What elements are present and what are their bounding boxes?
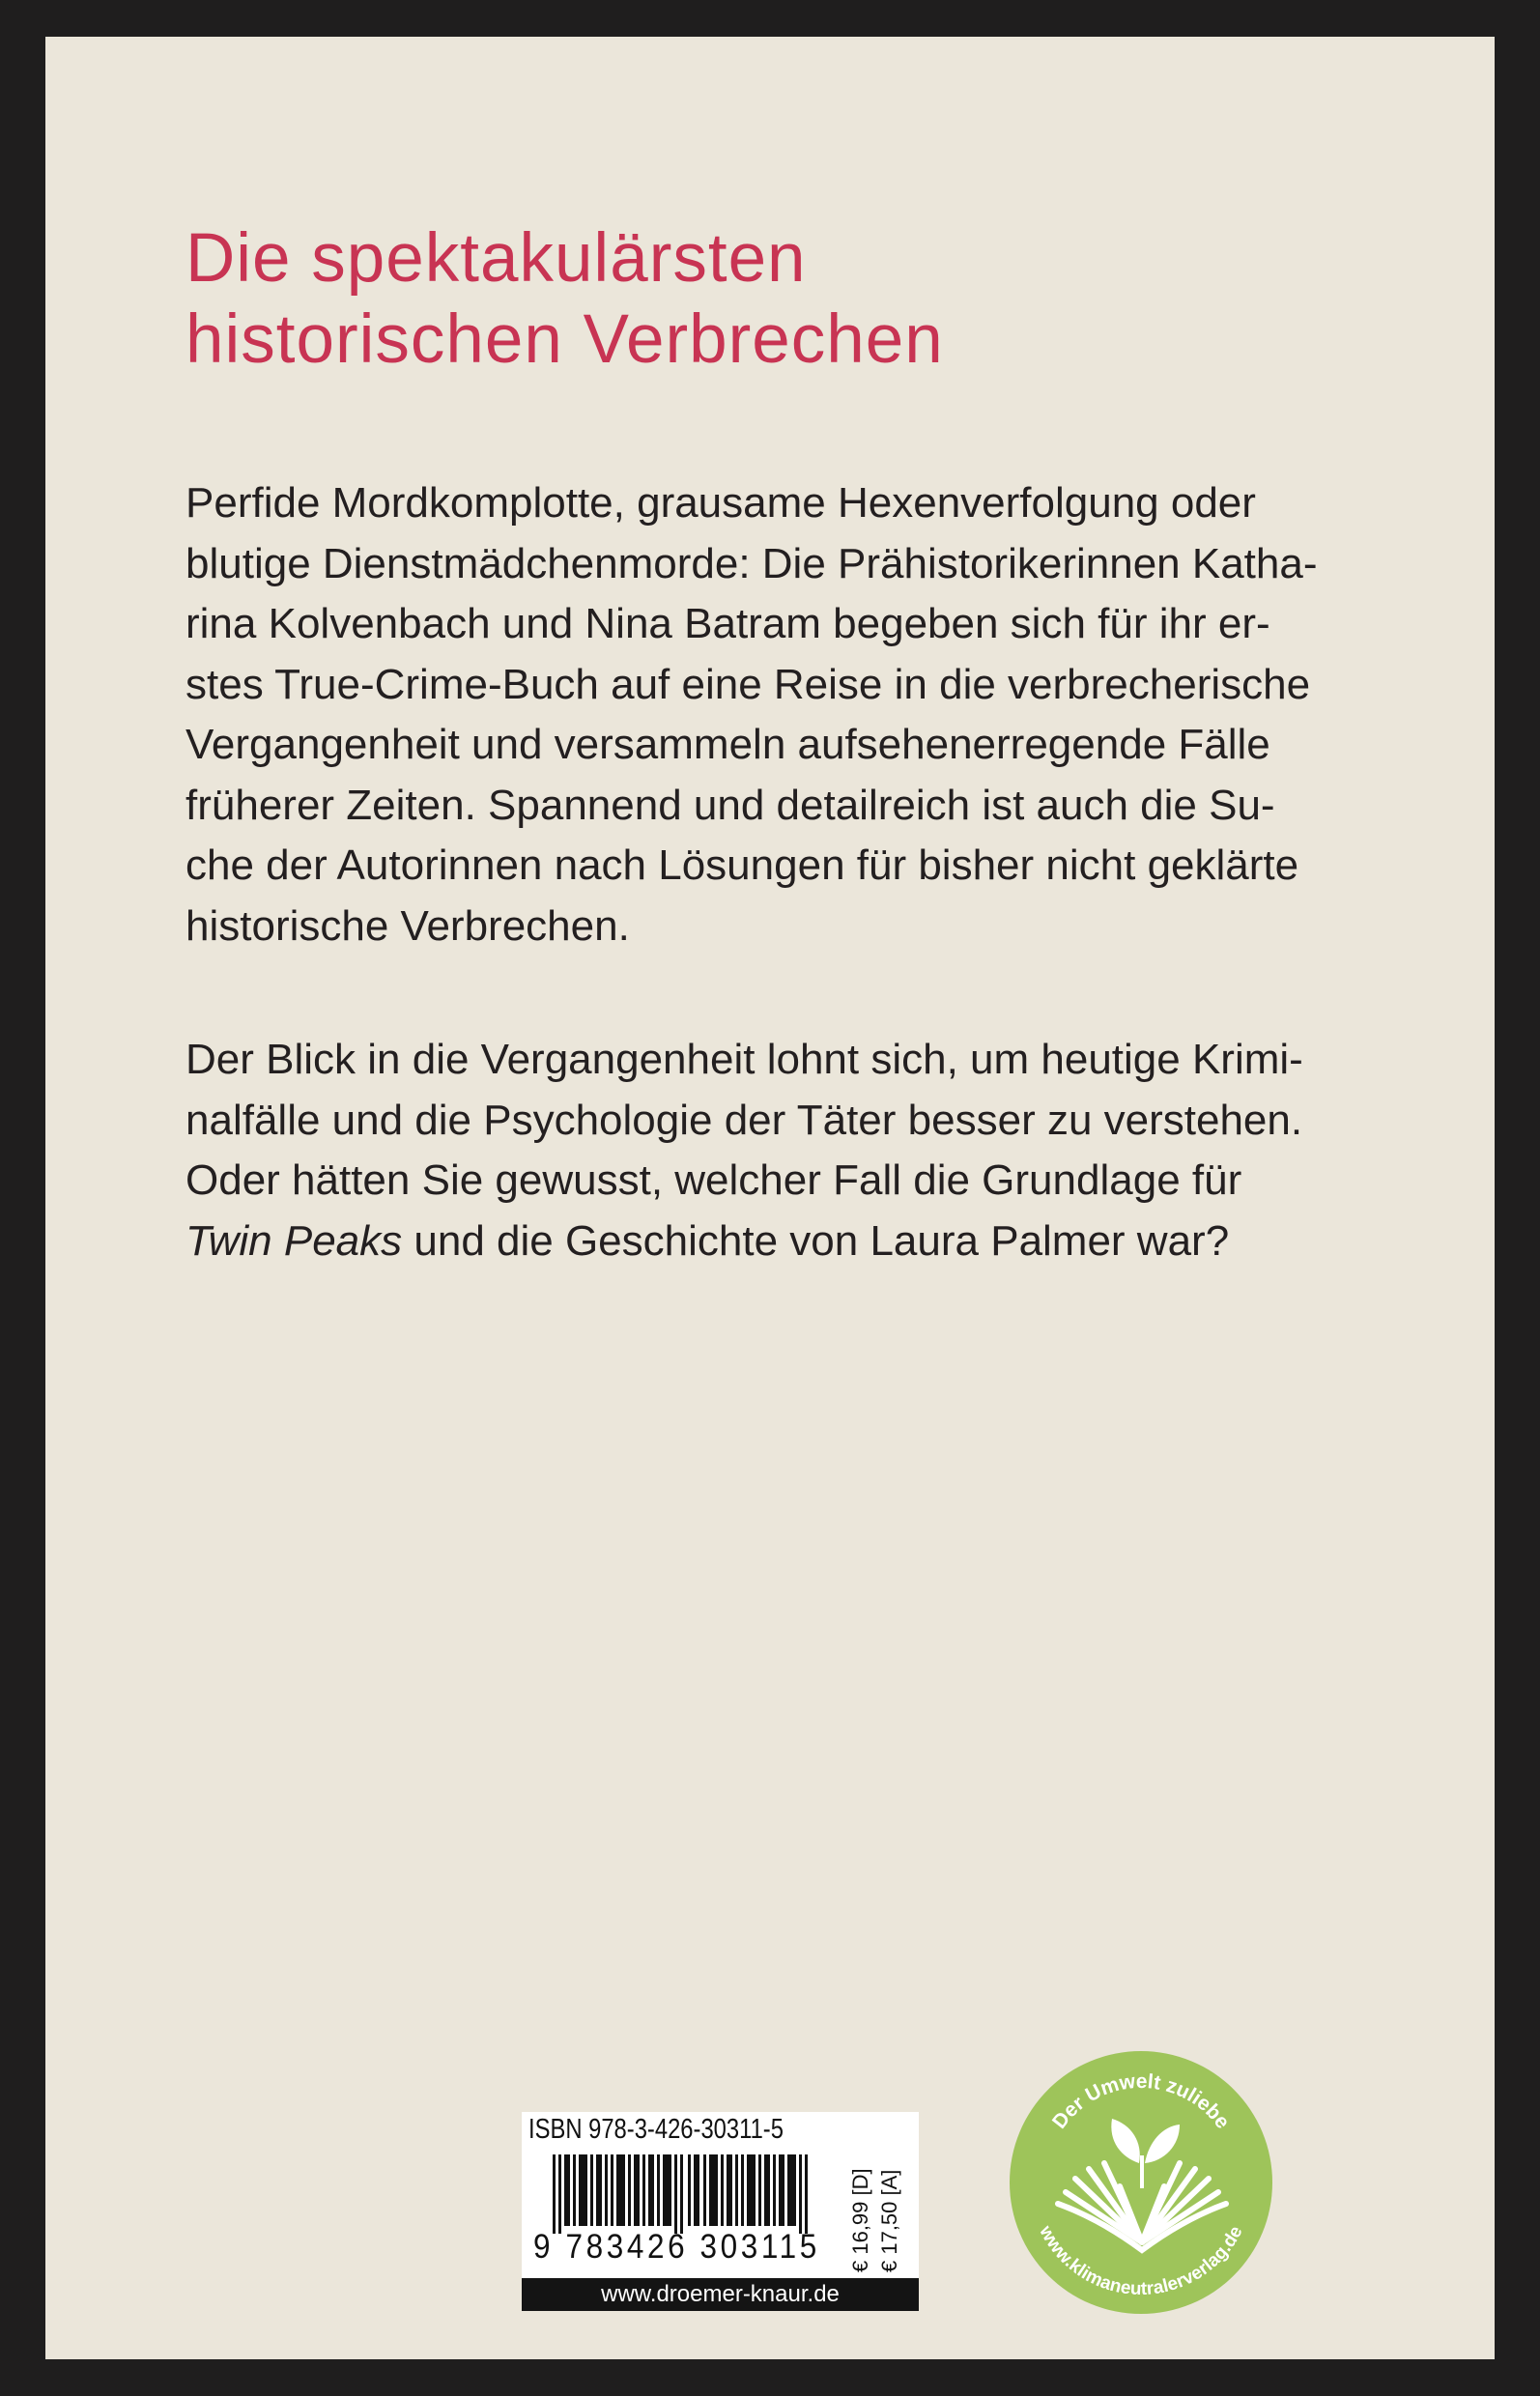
publisher-website: www.droemer-knaur.de xyxy=(522,2278,919,2311)
text-line: blutige Dienstmädchenmorde: Die Prähistorikerinnen Katha- xyxy=(185,539,1318,587)
price-austria: € 17,50 [A] xyxy=(877,2169,901,2272)
badge-top-text: Der Umwelt zuliebe xyxy=(1047,2069,1235,2133)
price-germany: € 16,99 [D] xyxy=(848,2168,872,2272)
isbn-number: ISBN 978-3-426-30311-5 xyxy=(528,2114,784,2145)
text-line: Perfide Mordkomplotte, grausame Hexenverfolgung oder xyxy=(185,479,1256,527)
blurb-paragraph-1 xyxy=(185,473,1412,956)
barcode-icon xyxy=(524,2154,842,2234)
blurb-paragraph-2 xyxy=(185,1030,1412,1271)
text-line-last xyxy=(185,1212,1412,1272)
text-line-rest: und die Geschichte von Laura Palmer war? xyxy=(402,1216,1230,1265)
text-line: Der Blick in die Vergangenheit lohnt sich, um heutige Krimi- xyxy=(185,1036,1303,1083)
headline-line-1: Die spektakulärsten xyxy=(185,220,807,297)
text-line: historische Verbrechen. xyxy=(185,901,630,950)
back-cover xyxy=(45,37,1495,2359)
text-line: früherer Zeiten. Spannend und detailreich ist auch die Su- xyxy=(185,781,1275,829)
barcode-digits: 9 783426 303115 xyxy=(533,2228,820,2266)
text-line: Oder hätten Sie gewusst, welcher Fall die Grundlage für xyxy=(185,1156,1242,1204)
text-line: rina Kolvenbach und Nina Batram begeben sich für ihr er- xyxy=(185,600,1270,647)
text-line: stes True-Crime-Buch auf eine Reise in die verbrecherische xyxy=(185,660,1311,708)
headline-line-2: historischen Verbrechen xyxy=(185,301,944,378)
climate-neutral-badge-icon xyxy=(1008,2049,1274,2316)
text-line: Vergangenheit und versammeln aufsehenerregende Fälle xyxy=(185,721,1270,768)
text-line: nalfälle und die Psychologie der Täter besser zu verstehen. xyxy=(185,1096,1303,1144)
headline xyxy=(185,218,1393,381)
barcode-label xyxy=(522,2112,919,2278)
text-line: che der Autorinnen nach Lösungen für bisher nicht geklärte xyxy=(185,841,1299,889)
series-title: Twin Peaks xyxy=(185,1216,403,1265)
badge-bottom-text: www.klimaneutralerverlag.de xyxy=(1035,2222,1247,2300)
